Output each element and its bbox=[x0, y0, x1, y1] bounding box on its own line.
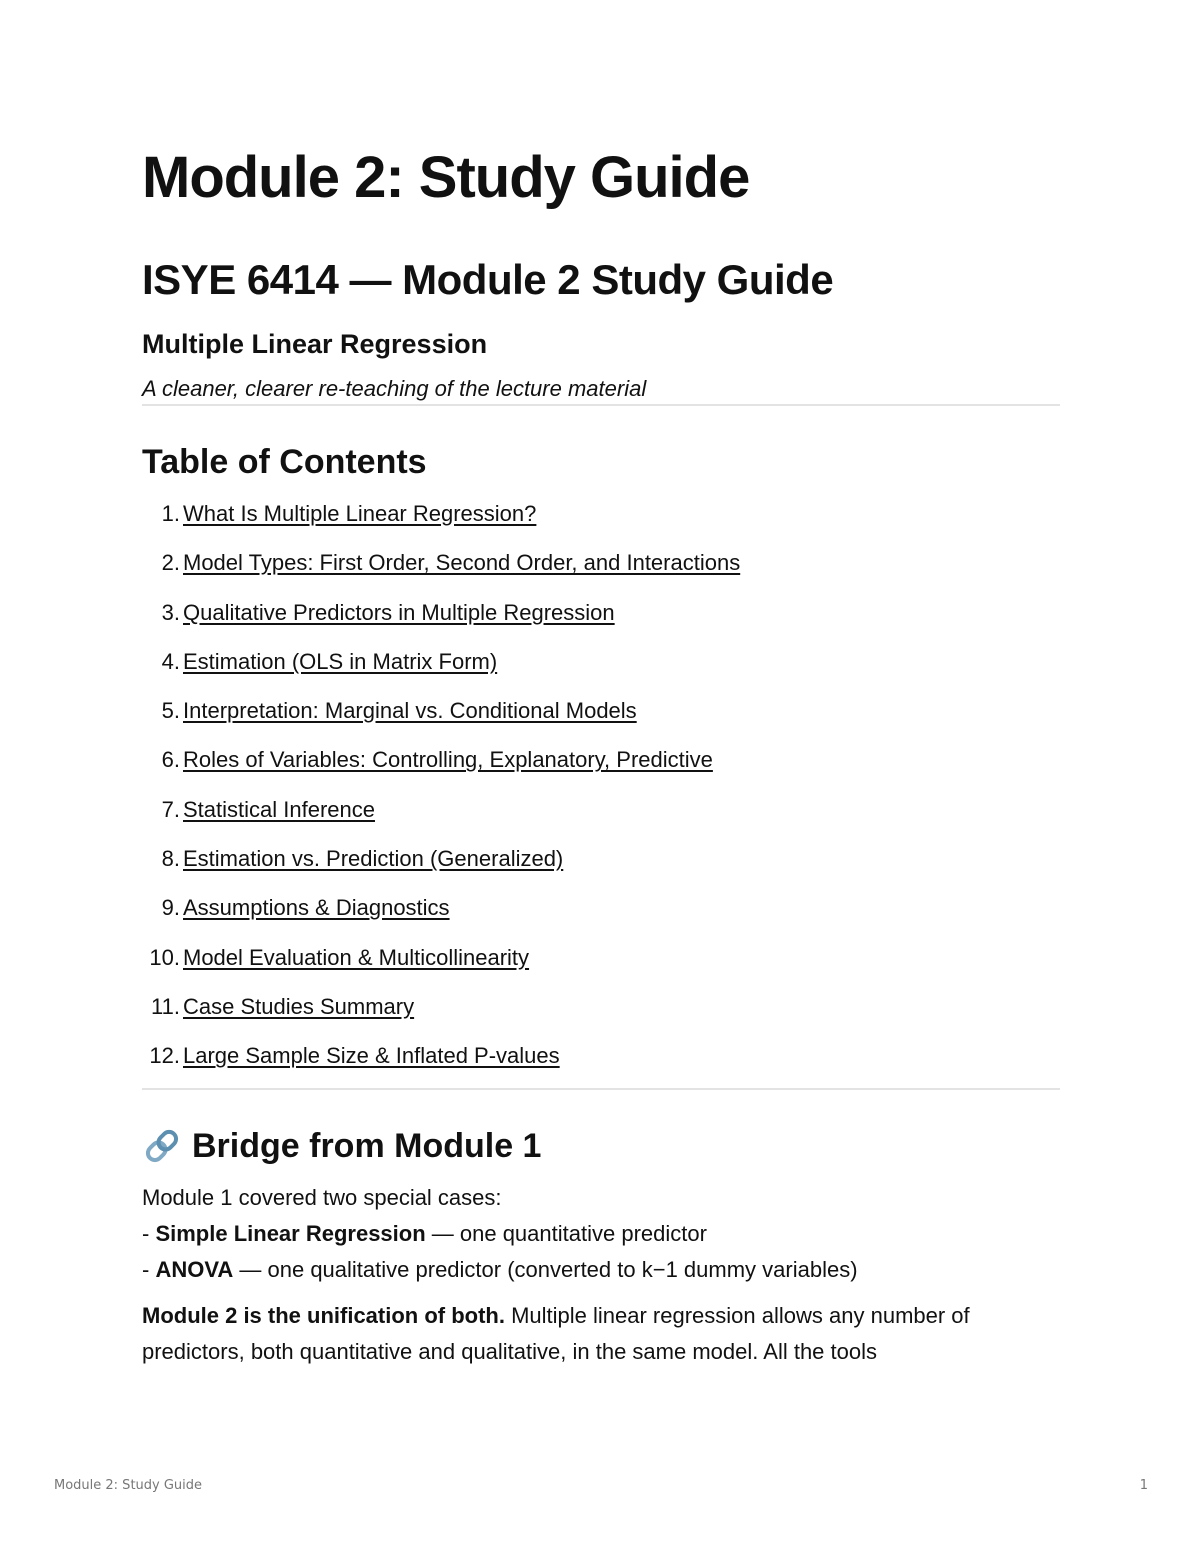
toc-link[interactable]: Estimation vs. Prediction (Generalized) bbox=[183, 846, 564, 872]
bridge-heading-text: Bridge from Module 1 bbox=[192, 1126, 542, 1165]
table-of-contents bbox=[142, 496, 1060, 1088]
divider bbox=[142, 404, 1060, 406]
toc-number: 3. bbox=[161, 599, 180, 625]
toc-item bbox=[142, 940, 1060, 989]
line-text: — one qualitative predictor (converted to k−1 dummy variables) bbox=[233, 1256, 858, 1282]
bold-term: Module 2 is the unification of both. bbox=[142, 1302, 505, 1328]
toc-link[interactable]: Model Evaluation & Multicollinearity bbox=[183, 944, 530, 970]
course-title: ISYE 6414 — Module 2 Study Guide bbox=[142, 256, 834, 303]
toc-number: 1. bbox=[161, 501, 180, 526]
page-content bbox=[142, 140, 1060, 1370]
divider bbox=[142, 1088, 1060, 1090]
toc-item bbox=[142, 841, 1060, 890]
toc-item bbox=[142, 693, 1060, 742]
toc-item bbox=[142, 545, 1060, 594]
bridge-line: - ANOVA — one qualitative predictor (converted to k−1 dummy variables) bbox=[142, 1256, 858, 1282]
toc-number: 2. bbox=[161, 550, 180, 576]
bridge-paragraph bbox=[142, 1298, 1060, 1370]
toc-item bbox=[142, 989, 1060, 1038]
page-title: Module 2: Study Guide bbox=[142, 145, 750, 210]
toc-item bbox=[142, 644, 1060, 693]
topic-title: Multiple Linear Regression bbox=[142, 329, 488, 359]
toc-link[interactable]: Roles of Variables: Controlling, Explanatory, Predictive bbox=[183, 747, 713, 773]
toc-link[interactable]: Estimation (OLS in Matrix Form) bbox=[183, 648, 498, 674]
toc-link[interactable]: Large Sample Size & Inflated P-values bbox=[183, 1043, 560, 1069]
toc-number: 5. bbox=[161, 698, 180, 724]
toc-link[interactable]: Case Studies Summary bbox=[183, 993, 415, 1019]
toc-number: 8. bbox=[161, 846, 180, 872]
toc-number: 4. bbox=[161, 648, 180, 674]
footer-title: Module 2: Study Guide bbox=[54, 1478, 203, 1493]
toc-link[interactable]: Model Types: First Order, Second Order, and Interactions bbox=[183, 550, 741, 576]
toc-item bbox=[142, 496, 1060, 545]
toc-link[interactable]: What Is Multiple Linear Regression? bbox=[183, 501, 537, 526]
toc-item bbox=[142, 792, 1060, 841]
bridge-line: - Simple Linear Regression — one quantitative predictor bbox=[142, 1220, 707, 1246]
toc-number: 11. bbox=[151, 993, 180, 1019]
toc-link[interactable]: Qualitative Predictors in Multiple Regression bbox=[183, 599, 615, 625]
tagline: A cleaner, clearer re-teaching of the lecture material bbox=[142, 376, 647, 401]
bridge-body bbox=[142, 1180, 1060, 1370]
toc-link[interactable]: Statistical Inference bbox=[183, 796, 375, 822]
toc-number: 10. bbox=[149, 944, 180, 970]
toc-item bbox=[142, 890, 1060, 939]
toc-link[interactable]: Assumptions & Diagnostics bbox=[183, 895, 450, 921]
paragraph-text: Multiple linear regression allows any number of predictors, both quantitative and qualitative, in the same model. All the tools bbox=[142, 1302, 970, 1364]
link-icon bbox=[142, 1126, 182, 1166]
toc-number: 7. bbox=[161, 796, 180, 822]
toc-item bbox=[142, 595, 1060, 644]
line-text: — one quantitative predictor bbox=[425, 1220, 707, 1246]
toc-number: 6. bbox=[161, 747, 180, 773]
bridge-intro: Module 1 covered two special cases: bbox=[142, 1184, 502, 1210]
toc-number: 9. bbox=[161, 895, 180, 921]
toc-item bbox=[142, 742, 1060, 791]
bold-term: Simple Linear Regression bbox=[155, 1220, 426, 1246]
toc-link[interactable]: Interpretation: Marginal vs. Conditional Models bbox=[183, 698, 637, 724]
bold-term: ANOVA bbox=[155, 1256, 234, 1282]
toc-heading: Table of Contents bbox=[142, 443, 427, 481]
bridge-heading bbox=[142, 1124, 1060, 1168]
page-number: 1 bbox=[1139, 1478, 1148, 1493]
toc-number: 12. bbox=[149, 1043, 180, 1069]
toc-item bbox=[142, 1038, 1060, 1087]
